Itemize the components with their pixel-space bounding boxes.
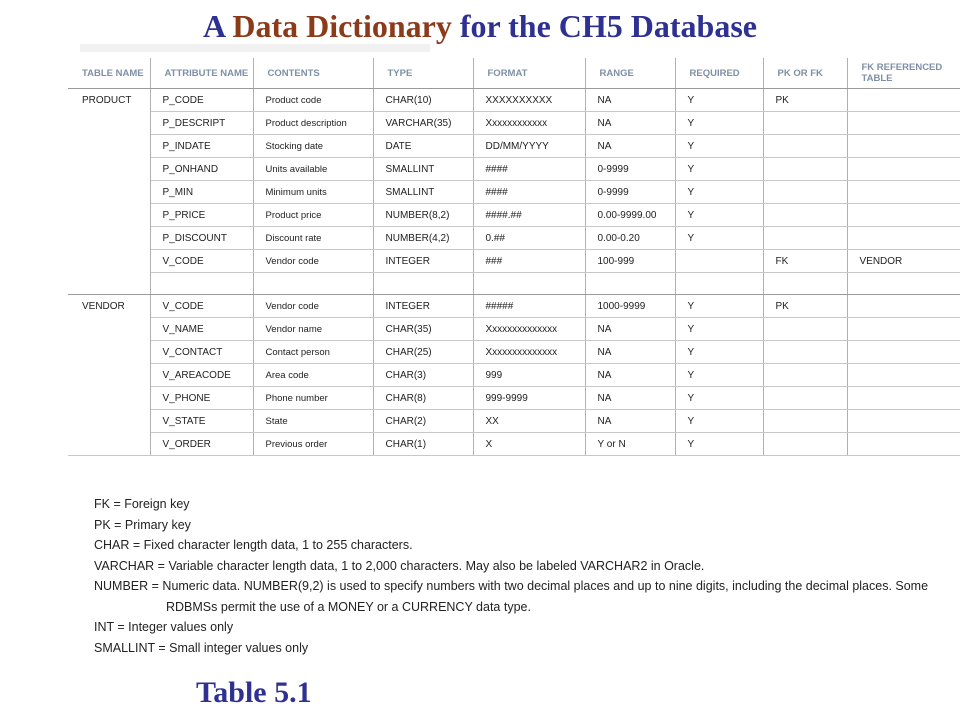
table-row bbox=[68, 204, 960, 227]
column-header: PK OR FK bbox=[763, 58, 847, 89]
table-cell: V_NAME bbox=[150, 318, 253, 341]
table-cell bbox=[68, 158, 150, 181]
table-row bbox=[68, 158, 960, 181]
table-cell: V_CONTACT bbox=[150, 341, 253, 364]
table-cell: P_PRICE bbox=[150, 204, 253, 227]
table-cell: Product description bbox=[253, 112, 373, 135]
table-spacer-row bbox=[68, 273, 960, 295]
table-cell: XXXXXXXXXX bbox=[473, 89, 585, 112]
title-accent: Data Dictionary bbox=[232, 8, 452, 44]
table-cell bbox=[763, 181, 847, 204]
table-cell: V_CODE bbox=[150, 250, 253, 273]
table-cell: 0.00-9999.00 bbox=[585, 204, 675, 227]
table-row bbox=[68, 135, 960, 158]
table-cell bbox=[847, 364, 960, 387]
legend-line: FK = Foreign key bbox=[94, 497, 190, 511]
table-cell: Vendor code bbox=[253, 295, 373, 318]
table-cell bbox=[847, 410, 960, 433]
table-cell: V_ORDER bbox=[150, 433, 253, 456]
table-cell: PK bbox=[763, 295, 847, 318]
table-cell: XX bbox=[473, 410, 585, 433]
table-cell: Y bbox=[675, 158, 763, 181]
table-cell bbox=[68, 387, 150, 410]
table-cell: P_ONHAND bbox=[150, 158, 253, 181]
table-cell: Y or N bbox=[585, 433, 675, 456]
table-cell bbox=[763, 433, 847, 456]
table-cell bbox=[847, 341, 960, 364]
table-cell: Y bbox=[675, 341, 763, 364]
table-cell: V_CODE bbox=[150, 295, 253, 318]
table-cell: SMALLINT bbox=[373, 181, 473, 204]
table-cell: Y bbox=[675, 227, 763, 250]
table-cell bbox=[847, 135, 960, 158]
table-cell: 0.00-0.20 bbox=[585, 227, 675, 250]
table-cell: Y bbox=[675, 204, 763, 227]
legend-line: PK = Primary key bbox=[94, 517, 191, 532]
table-cell: ##### bbox=[473, 295, 585, 318]
table-row bbox=[68, 318, 960, 341]
table-cell: P_INDATE bbox=[150, 135, 253, 158]
table-cell bbox=[68, 250, 150, 273]
table-body bbox=[68, 89, 960, 456]
table-row bbox=[68, 295, 960, 318]
table-cell bbox=[763, 135, 847, 158]
table-cell: Y bbox=[675, 181, 763, 204]
table-cell: 0.## bbox=[473, 227, 585, 250]
column-header: CONTENTS bbox=[253, 58, 373, 89]
column-header: RANGE bbox=[585, 58, 675, 89]
table-cell bbox=[373, 273, 473, 295]
table-row bbox=[68, 387, 960, 410]
table-cell bbox=[763, 387, 847, 410]
table-cell bbox=[68, 112, 150, 135]
table-cell: #### bbox=[473, 158, 585, 181]
table-cell bbox=[763, 158, 847, 181]
table-cell: PK bbox=[763, 89, 847, 112]
table-cell: NA bbox=[585, 89, 675, 112]
table-row bbox=[68, 341, 960, 364]
data-dictionary-table bbox=[68, 58, 960, 456]
table-cell: Product price bbox=[253, 204, 373, 227]
table-cell: Xxxxxxxxxxxx bbox=[473, 112, 585, 135]
table-header-row bbox=[68, 58, 960, 89]
table-cell: 1000-9999 bbox=[585, 295, 675, 318]
table-cell bbox=[847, 181, 960, 204]
table-cell: State bbox=[253, 410, 373, 433]
table-cell: ### bbox=[473, 250, 585, 273]
table-cell bbox=[763, 410, 847, 433]
table-cell: NA bbox=[585, 341, 675, 364]
table-cell: VENDOR bbox=[847, 250, 960, 273]
table-cell: 999-9999 bbox=[473, 387, 585, 410]
table-cell bbox=[68, 341, 150, 364]
table-cell: Y bbox=[675, 318, 763, 341]
table-cell bbox=[68, 135, 150, 158]
table-cell: VENDOR bbox=[68, 295, 150, 318]
table-cell: Contact person bbox=[253, 341, 373, 364]
table-row bbox=[68, 89, 960, 112]
table-cell bbox=[68, 410, 150, 433]
column-header: FK REFERENCED TABLE bbox=[847, 58, 960, 89]
table-cell: Units available bbox=[253, 158, 373, 181]
table-cell: P_DESCRIPT bbox=[150, 112, 253, 135]
table-cell bbox=[68, 204, 150, 227]
table-cell: Xxxxxxxxxxxxxx bbox=[473, 318, 585, 341]
table-cell: NA bbox=[585, 410, 675, 433]
legend bbox=[94, 494, 954, 658]
table-cell: Area code bbox=[253, 364, 373, 387]
table-cell: CHAR(25) bbox=[373, 341, 473, 364]
table-cell bbox=[847, 158, 960, 181]
table-cell: Phone number bbox=[253, 387, 373, 410]
table-cell: Product code bbox=[253, 89, 373, 112]
table-cell: NA bbox=[585, 112, 675, 135]
legend-line: INT = Integer values only bbox=[94, 620, 234, 634]
table-row bbox=[68, 250, 960, 273]
table-cell: NUMBER(8,2) bbox=[373, 204, 473, 227]
table-cell: CHAR(2) bbox=[373, 410, 473, 433]
table-cell: CHAR(35) bbox=[373, 318, 473, 341]
legend-line: CHAR = Fixed character length data, 1 to 255 characters. bbox=[94, 538, 413, 552]
table-cell bbox=[847, 227, 960, 250]
table-cell bbox=[847, 89, 960, 112]
table-cell: CHAR(3) bbox=[373, 364, 473, 387]
column-header: ATTRIBUTE NAME bbox=[150, 58, 253, 89]
table-cell: SMALLINT bbox=[373, 158, 473, 181]
table-label: Table 5.1 bbox=[196, 676, 312, 709]
table-cell: CHAR(1) bbox=[373, 433, 473, 456]
table-cell bbox=[847, 273, 960, 295]
table-cell bbox=[847, 433, 960, 456]
table-cell bbox=[675, 273, 763, 295]
table-cell: X bbox=[473, 433, 585, 456]
table-cell: 999 bbox=[473, 364, 585, 387]
table-cell: Y bbox=[675, 364, 763, 387]
column-header: TABLE NAME bbox=[68, 58, 150, 89]
table-cell bbox=[847, 112, 960, 135]
slide-title bbox=[0, 8, 960, 45]
table-cell: Vendor code bbox=[253, 250, 373, 273]
table-cell: P_MIN bbox=[150, 181, 253, 204]
table-cell bbox=[68, 273, 150, 295]
table-cell: NA bbox=[585, 135, 675, 158]
table-cell bbox=[675, 250, 763, 273]
table-cell: Minimum units bbox=[253, 181, 373, 204]
table-cell: DATE bbox=[373, 135, 473, 158]
table-cell: Y bbox=[675, 135, 763, 158]
table-cell: NA bbox=[585, 387, 675, 410]
table-cell: Y bbox=[675, 387, 763, 410]
table-cell bbox=[847, 204, 960, 227]
table-cell: FK bbox=[763, 250, 847, 273]
table-cell: Previous order bbox=[253, 433, 373, 456]
table-cell bbox=[847, 387, 960, 410]
table-cell: INTEGER bbox=[373, 250, 473, 273]
table-cell: Y bbox=[675, 89, 763, 112]
table-cell: INTEGER bbox=[373, 295, 473, 318]
table-row bbox=[68, 181, 960, 204]
column-header: TYPE bbox=[373, 58, 473, 89]
table-cell bbox=[585, 273, 675, 295]
table-row bbox=[68, 433, 960, 456]
table-cell bbox=[68, 364, 150, 387]
table-cell: V_PHONE bbox=[150, 387, 253, 410]
table-cell: 100-999 bbox=[585, 250, 675, 273]
table-cell: NA bbox=[585, 364, 675, 387]
table-cell: Y bbox=[675, 112, 763, 135]
table-cell: P_DISCOUNT bbox=[150, 227, 253, 250]
table-cell: DD/MM/YYYY bbox=[473, 135, 585, 158]
table-cell bbox=[763, 227, 847, 250]
table-cell bbox=[763, 273, 847, 295]
table-cell bbox=[150, 273, 253, 295]
table-row bbox=[68, 364, 960, 387]
table-cell: CHAR(8) bbox=[373, 387, 473, 410]
table-cell: Vendor name bbox=[253, 318, 373, 341]
table-cell bbox=[763, 364, 847, 387]
legend-line: VARCHAR = Variable character length data, 1 to 2,000 characters. May also be labeled VARCHAR2 in Oracle. bbox=[94, 558, 705, 573]
column-header: REQUIRED bbox=[675, 58, 763, 89]
table-cell: VARCHAR(35) bbox=[373, 112, 473, 135]
table-cell bbox=[473, 273, 585, 295]
legend-line: RDBMSs permit the use of a MONEY or a CURRENCY data type. bbox=[166, 599, 531, 614]
title-prefix: A bbox=[202, 8, 225, 44]
table-cell: PRODUCT bbox=[68, 89, 150, 112]
table-cell: ####.## bbox=[473, 204, 585, 227]
table-cell bbox=[68, 227, 150, 250]
table-cell bbox=[68, 433, 150, 456]
table-cell: Y bbox=[675, 410, 763, 433]
faded-caption-strip bbox=[80, 44, 430, 52]
table-row bbox=[68, 227, 960, 250]
table-cell bbox=[763, 318, 847, 341]
table-cell bbox=[253, 273, 373, 295]
legend-line: NUMBER = Numeric data. NUMBER(9,2) is used to specify numbers with two decimal places and up to nine digits, including the decimal places. Some bbox=[94, 579, 929, 593]
table-cell: Discount rate bbox=[253, 227, 373, 250]
table-cell: CHAR(10) bbox=[373, 89, 473, 112]
table-row bbox=[68, 410, 960, 433]
table-cell bbox=[68, 181, 150, 204]
table-cell: 0-9999 bbox=[585, 158, 675, 181]
data-dictionary-table-container bbox=[68, 58, 960, 468]
table-cell bbox=[763, 112, 847, 135]
table-cell: 0-9999 bbox=[585, 181, 675, 204]
table-cell: V_AREACODE bbox=[150, 364, 253, 387]
table-cell: NUMBER(4,2) bbox=[373, 227, 473, 250]
table-row bbox=[68, 112, 960, 135]
table-cell: P_CODE bbox=[150, 89, 253, 112]
title-suffix: for the CH5 Database bbox=[459, 8, 757, 44]
table-cell bbox=[847, 318, 960, 341]
table-cell: NA bbox=[585, 318, 675, 341]
table-cell: Y bbox=[675, 433, 763, 456]
legend-line: SMALLINT = Small integer values only bbox=[94, 640, 309, 655]
table-cell: Y bbox=[675, 295, 763, 318]
table-cell bbox=[847, 295, 960, 318]
table-cell: Stocking date bbox=[253, 135, 373, 158]
table-cell bbox=[763, 204, 847, 227]
table-cell: #### bbox=[473, 181, 585, 204]
table-cell bbox=[68, 318, 150, 341]
table-cell: Xxxxxxxxxxxxxx bbox=[473, 341, 585, 364]
column-header: FORMAT bbox=[473, 58, 585, 89]
table-cell bbox=[763, 341, 847, 364]
table-cell: V_STATE bbox=[150, 410, 253, 433]
